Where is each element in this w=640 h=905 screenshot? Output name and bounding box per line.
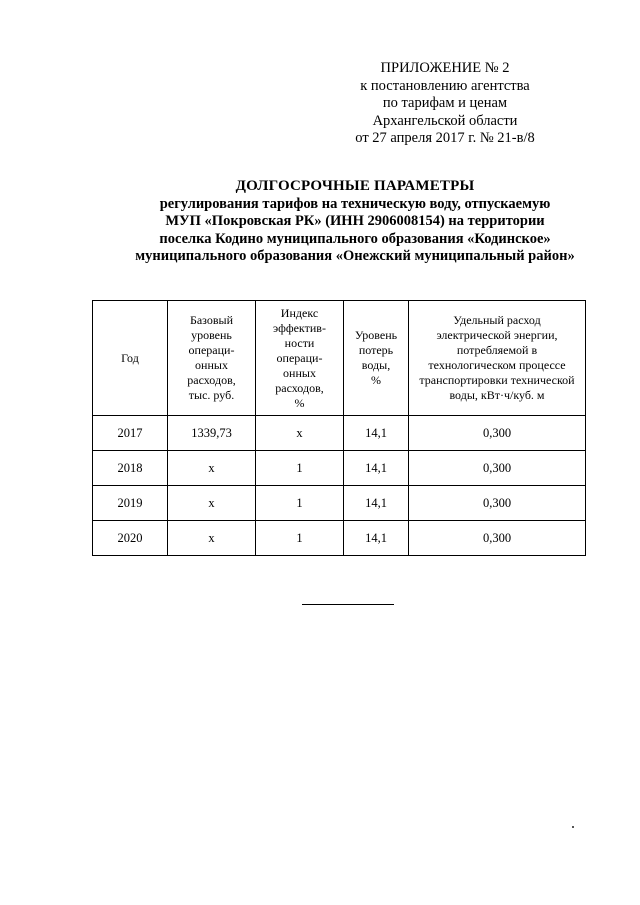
- header-year: Год: [93, 301, 168, 416]
- appendix-header: [315, 60, 575, 148]
- appendix-title: ПРИЛОЖЕНИЕ № 2: [380, 60, 510, 76]
- cell-energy-consumption: 0,300: [409, 451, 586, 486]
- table-header-row: [93, 301, 586, 416]
- document-title-main: ДОЛГОСРОЧНЫЕ ПАРАМЕТРЫ: [235, 178, 475, 194]
- document-title-line: муниципального образования «Онежский муниципальный район»: [135, 248, 575, 264]
- cell-year: 2017: [93, 416, 168, 451]
- cell-year: 2020: [93, 521, 168, 556]
- cell-efficiency-index: 1: [256, 521, 344, 556]
- cell-base-opex: 1339,73: [168, 416, 256, 451]
- header-efficiency-index: Индекс эффектив- ности операци- онных расходов, %: [256, 301, 344, 416]
- cell-year: 2018: [93, 451, 168, 486]
- cell-energy-consumption: 0,300: [409, 486, 586, 521]
- cell-water-loss: 14,1: [344, 521, 409, 556]
- cell-water-loss: 14,1: [344, 486, 409, 521]
- scan-artifact: [572, 826, 574, 828]
- cell-year: 2019: [93, 486, 168, 521]
- header-water-loss: Уровень потерь воды, %: [344, 301, 409, 416]
- cell-base-opex: х: [168, 521, 256, 556]
- cell-efficiency-index: 1: [256, 451, 344, 486]
- header-base-opex: Базовый уровень операци- онных расходов, тыс. руб.: [168, 301, 256, 416]
- appendix-line: к постановлению агентства: [360, 77, 530, 94]
- appendix-line: Архангельской области: [372, 112, 518, 129]
- appendix-date-line: от 27 апреля 2017 г. № 21-в/8: [355, 130, 535, 146]
- table-row: [93, 451, 586, 486]
- parameters-table: [92, 300, 586, 556]
- cell-energy-consumption: 0,300: [409, 416, 586, 451]
- cell-efficiency-index: 1: [256, 486, 344, 521]
- header-energy-consumption: Удельный расход электрической энергии, потребляемой в технологическом процессе транспортировки технической воды, кВт·ч/куб. м: [409, 301, 586, 416]
- cell-efficiency-index: х: [256, 416, 344, 451]
- cell-water-loss: 14,1: [344, 416, 409, 451]
- document-title: [60, 178, 640, 266]
- table-row: [93, 486, 586, 521]
- table-row: [93, 521, 586, 556]
- table-row: [93, 416, 586, 451]
- cell-energy-consumption: 0,300: [409, 521, 586, 556]
- appendix-line: по тарифам и ценам: [382, 95, 508, 111]
- cell-base-opex: х: [168, 451, 256, 486]
- cell-base-opex: х: [168, 486, 256, 521]
- document-title-line: МУП «Покровская РК» (ИНН 2906008154) на территории: [165, 213, 545, 229]
- document-title-line: регулирования тарифов на техническую воду, отпускаемую: [159, 195, 551, 212]
- cell-water-loss: 14,1: [344, 451, 409, 486]
- document-title-line: поселка Кодино муниципального образования «Кодинское»: [159, 230, 551, 247]
- end-separator-line: [302, 604, 394, 605]
